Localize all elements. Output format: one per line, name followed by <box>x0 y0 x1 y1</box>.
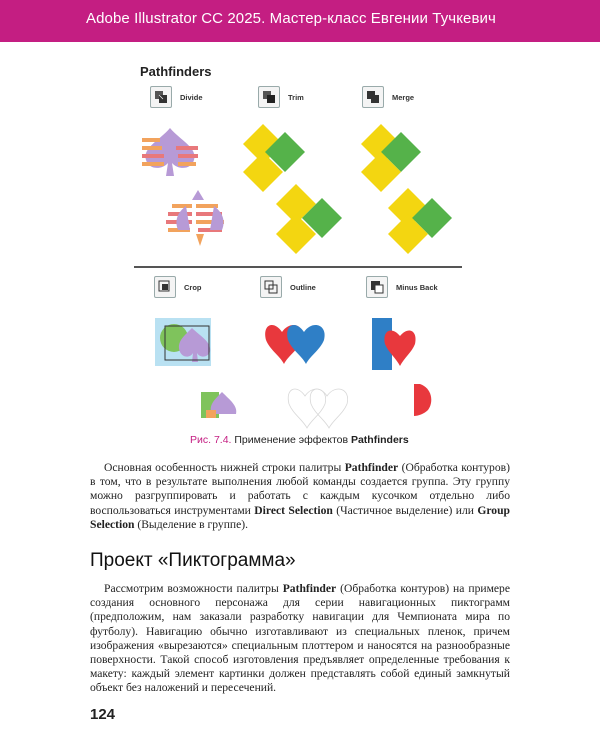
minus-back-icon <box>366 276 388 298</box>
merge-result <box>361 124 421 192</box>
merge-exploded-result <box>388 188 452 254</box>
text-run: Рассмотрим возможности палитры <box>104 582 283 595</box>
figure-title: Pathfinders <box>140 64 212 79</box>
text-run: (Обработка контуров) на примере создания основного персонажа для серии навигационных пиктограмм (предположим, нам заказали разработку навигации для Чемпионата мира по футболу). Навигацию обычно изготавливают из специальных пленок, причем изображения «вырезаются» специальным плоттером и наносятся на разнообразные поверхности. Такой способ изготовления предъявляет определенные требования к макету: каждый элемент картинки должен представлять собой единый замкнутый объект без наложений и пересечений. <box>90 582 511 695</box>
figure-divider <box>134 266 462 268</box>
page-number: 124 <box>90 706 116 723</box>
op-label: Merge <box>392 92 415 102</box>
op-outline <box>260 276 316 298</box>
op-merge <box>362 86 414 108</box>
caption-text: Применение эффектов <box>231 434 351 446</box>
text-run: (Частичное выделение) или <box>332 503 478 517</box>
op-label: Minus Back <box>396 282 438 292</box>
op-label: Divide <box>180 92 203 102</box>
divide-icon <box>150 86 172 108</box>
op-divide <box>150 86 203 108</box>
text-run: (Обработка контуров) в том, что в результате выполнения любой команды создается группа. Эту группу можно разгруппировать и работать с каждым кусочком отдельно либо воспользоваться инструментами <box>90 461 510 517</box>
trim-icon <box>258 86 280 108</box>
term-pathfinder: Pathfinder <box>344 461 399 474</box>
figure-caption <box>190 434 409 446</box>
divide-spade-result <box>142 128 198 176</box>
text-run: Основная особенность нижней строки палитры <box>104 461 345 474</box>
minus-back-exploded-result <box>414 384 431 416</box>
op-label: Crop <box>184 282 202 292</box>
op-minus-back <box>366 276 438 298</box>
crop-result <box>155 318 211 366</box>
trim-result <box>243 124 305 192</box>
op-label: Outline <box>290 282 316 292</box>
divide-exploded-result <box>166 190 224 246</box>
merge-icon <box>362 86 384 108</box>
outline-icon <box>260 276 282 298</box>
outline-exploded-result <box>288 389 347 428</box>
minus-back-result <box>372 318 416 370</box>
body-paragraph-2 <box>90 582 510 696</box>
body-paragraph-1 <box>90 461 510 532</box>
term-pathfinder: Pathfinder <box>282 582 337 595</box>
running-header <box>0 0 600 42</box>
crop-icon <box>154 276 176 298</box>
outline-result <box>265 325 324 364</box>
text-run: (Выделение в группе). <box>134 517 249 531</box>
book-title: Adobe Illustrator CC 2025. Мастер-класс Евгении Тучкевич <box>86 10 496 27</box>
section-heading: Проект «Пиктограмма» <box>90 550 296 571</box>
caption-bold: Pathfinders <box>350 434 409 446</box>
caption-number: Рис. 7.4. <box>190 434 232 446</box>
op-trim <box>258 86 304 108</box>
term-group-selection: Group Selection <box>90 503 510 531</box>
term-direct-selection: Direct Selection <box>254 503 333 517</box>
trim-exploded-result <box>276 184 342 254</box>
op-label: Trim <box>288 92 304 102</box>
op-crop <box>154 276 202 298</box>
crop-exploded-result <box>201 392 236 418</box>
